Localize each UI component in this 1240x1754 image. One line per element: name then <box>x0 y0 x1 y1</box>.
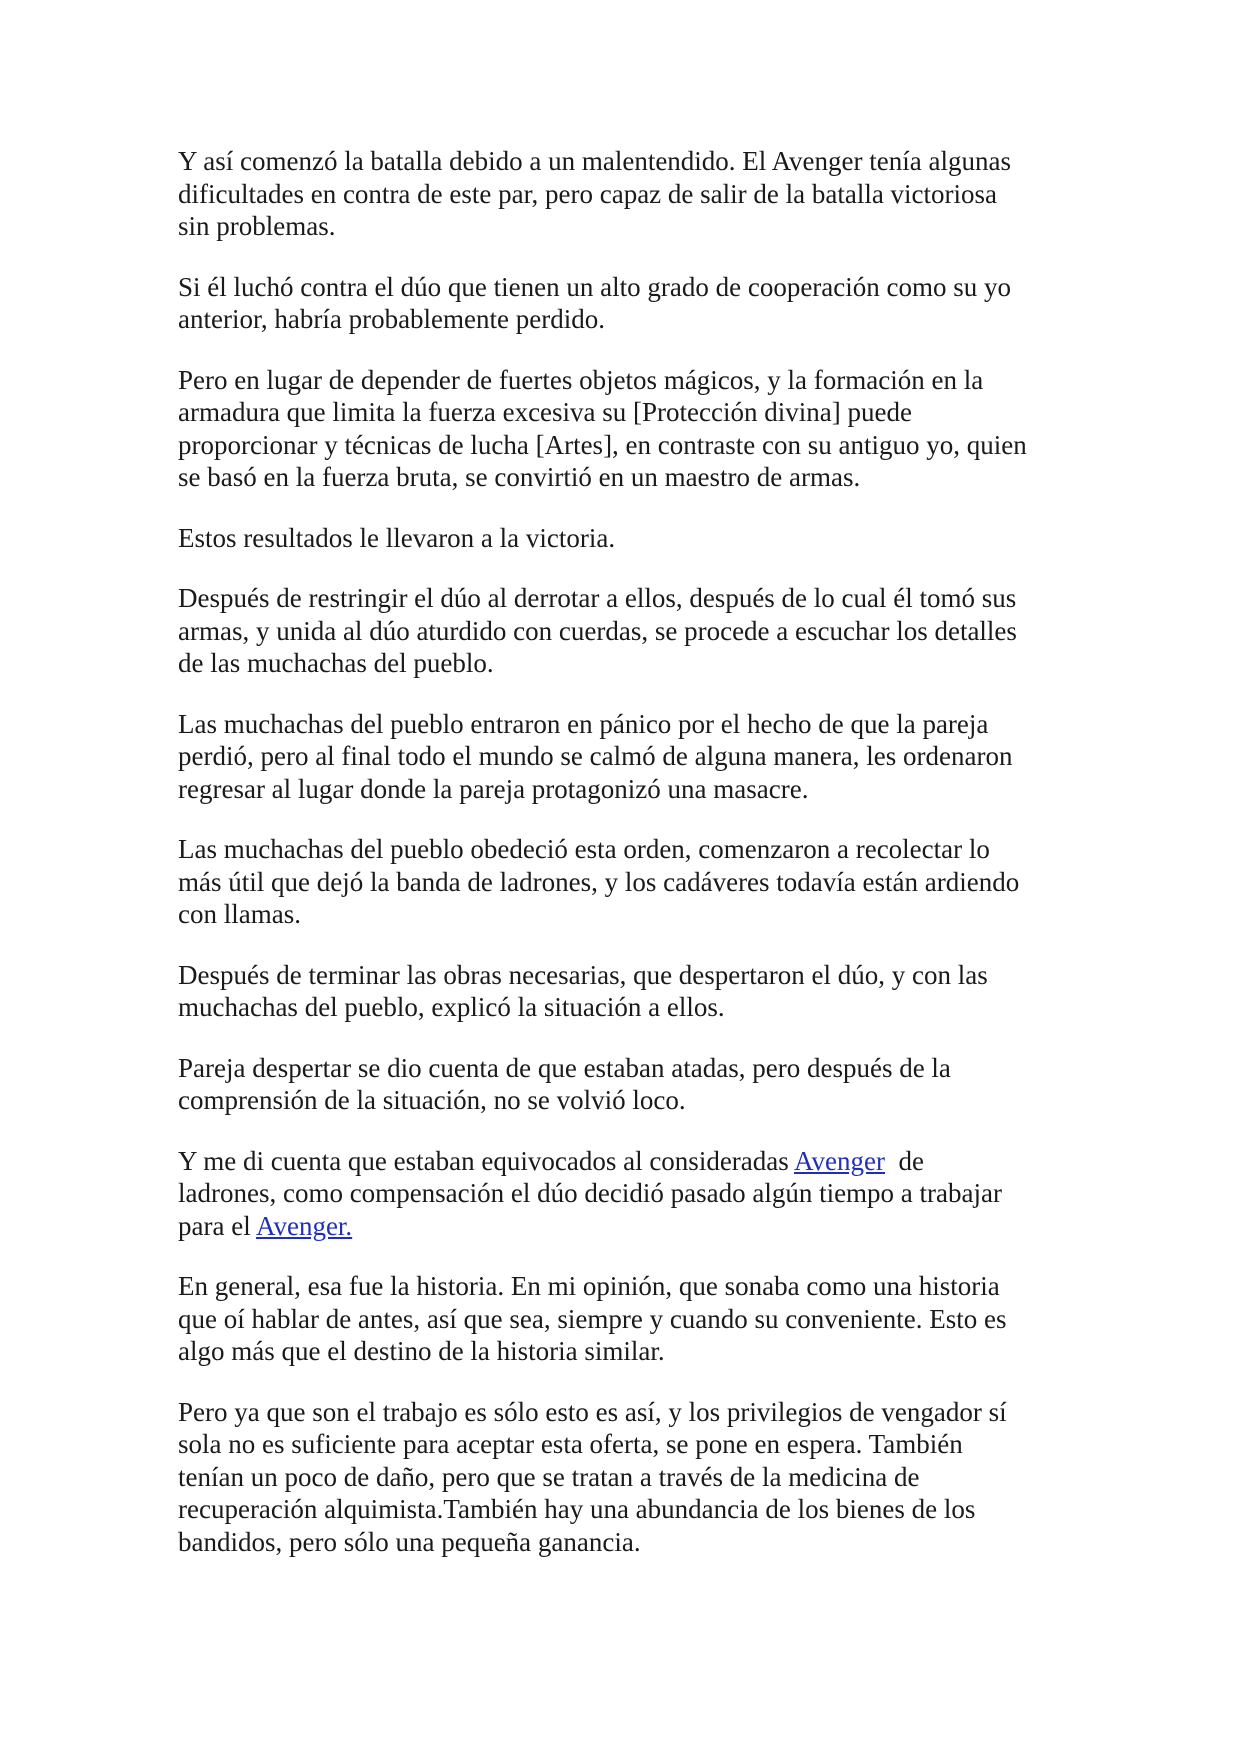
text-line: tenían un poco de daño, pero que se tratan a través de la medicina de <box>178 1461 920 1492</box>
text-line: proporcionar y técnicas de lucha [Artes], en contraste con su antiguo yo, quien <box>178 429 1027 460</box>
text-line: Las muchachas del pueblo entraron en pánico por el hecho de que la pareja <box>178 708 989 739</box>
text-line: armas, y unida al dúo aturdido con cuerdas, se procede a escuchar los detalles <box>178 615 1017 646</box>
text-line: sola no es suficiente para aceptar esta oferta, se pone en espera. También <box>178 1429 963 1459</box>
text-line: de las muchachas del pueblo. <box>178 648 494 678</box>
text-line: Pero en lugar de depender de fuertes objetos mágicos, y la formación en la <box>178 364 984 395</box>
paragraph <box>178 522 1078 555</box>
text-line: Pareja despertar se dio cuenta de que estaban atadas, pero después de la <box>178 1052 951 1083</box>
text-line: muchachas del pueblo, explicó la situación a ellos. <box>178 992 725 1022</box>
text-line: anterior, habría probablemente perdido. <box>178 304 605 334</box>
text-segment: para el <box>178 1210 256 1241</box>
text-line: Pero ya que son el trabajo es sólo esto es así, y los privilegios de vengador sí <box>178 1396 1007 1427</box>
text-segment: Y me di cuenta que estaban equivocados al consideradas <box>178 1145 795 1176</box>
text-line: Las muchachas del pueblo obedeció esta orden, comenzaron a recolectar lo <box>178 834 990 864</box>
text-line: comprensión de la situación, no se volvió loco. <box>178 1085 686 1115</box>
text-line: Después de restringir el dúo al derrotar a ellos, después de lo cual él tomó sus <box>178 583 1017 613</box>
text-line: algo más que el destino de la historia similar. <box>178 1336 665 1366</box>
paragraph <box>178 708 1078 806</box>
text-line: dificultades en contra de este par, pero capaz de salir de la batalla victoriosa <box>178 178 998 209</box>
paragraph <box>178 271 1078 336</box>
text-line: armadura que limita la fuerza excesiva su [Protección divina] puede <box>178 397 912 427</box>
paragraph <box>178 582 1078 680</box>
paragraph <box>178 833 1078 931</box>
text-line: se basó en la fuerza bruta, se convirtió en un maestro de armas. <box>178 462 861 492</box>
text-line <box>178 1145 1078 1178</box>
text-line: Si él luchó contra el dúo que tienen un alto grado de cooperación como su yo <box>178 271 1012 302</box>
text-line: sin problemas. <box>178 211 336 241</box>
document-page <box>178 145 1078 1586</box>
text-line: Después de terminar las obras necesarias, que despertaron el dúo, y con las <box>178 959 988 990</box>
paragraph <box>178 145 1078 243</box>
text-line: En general, esa fue la historia. En mi opinión, que sonaba como una historia <box>178 1271 1000 1301</box>
text-line: con llamas. <box>178 899 301 929</box>
paragraph <box>178 959 1078 1024</box>
avenger-link-2[interactable]: Avenger. <box>255 1210 353 1241</box>
text-line <box>178 1210 1078 1243</box>
text-line: bandidos, pero sólo una pequeña ganancia. <box>178 1526 641 1557</box>
text-line: Estos resultados le llevaron a la victoria. <box>178 522 616 553</box>
paragraph <box>178 1396 1078 1559</box>
paragraph <box>178 364 1078 494</box>
text-line: Y así comenzó la batalla debido a un malentendido. El Avenger tenía algunas <box>178 146 1011 176</box>
text-line: que oí hablar de antes, así que sea, siempre y cuando su conveniente. Esto es <box>178 1303 1007 1334</box>
text-line: perdió, pero al final todo el mundo se calmó de alguna manera, les ordenaron <box>178 741 1013 771</box>
text-segment: de <box>885 1145 924 1176</box>
paragraph <box>178 1052 1078 1117</box>
text-line: más útil que dejó la banda de ladrones, y los cadáveres todavía están ardiendo <box>178 866 1020 897</box>
text-line: recuperación alquimista.También hay una abundancia de los bienes de los <box>178 1494 976 1524</box>
avenger-link[interactable]: Avenger <box>794 1145 885 1176</box>
paragraph-with-links <box>178 1145 1078 1243</box>
text-line: ladrones, como compensación el dúo decidió pasado algún tiempo a trabajar <box>178 1178 1002 1208</box>
paragraph <box>178 1270 1078 1368</box>
text-line: regresar al lugar donde la pareja protagonizó una masacre. <box>178 773 809 804</box>
